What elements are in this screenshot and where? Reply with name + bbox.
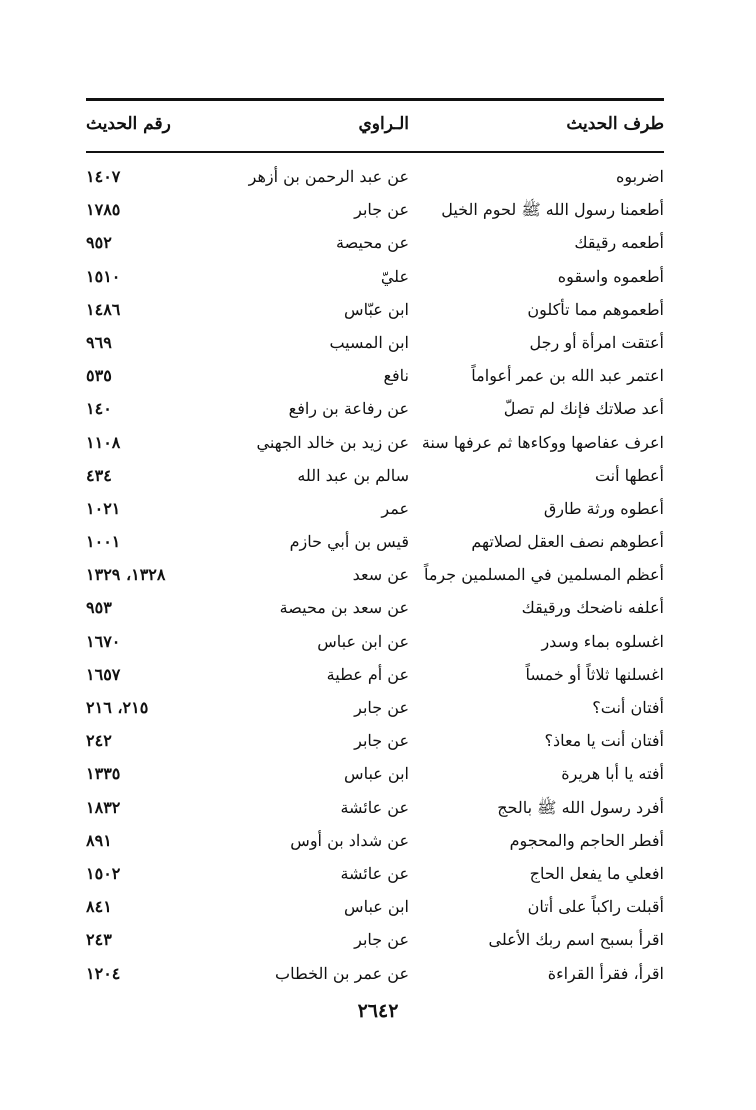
hadith-cell: أفرد رسول الله ﷺ بالحج <box>497 797 664 817</box>
number-cell: ٩٥٣ <box>86 598 112 618</box>
hadith-cell: اضربوه <box>616 167 664 186</box>
table-row <box>86 161 664 194</box>
table-row <box>86 858 664 891</box>
hadith-cell: أعظم المسلمين في المسلمين جرماً <box>423 565 664 585</box>
hadith-cell: أعتقت امرأة أو رجل <box>529 332 664 352</box>
table-row <box>86 460 664 493</box>
number-cell: ١٢٠٤ <box>86 963 121 983</box>
rawi-cell: قيس بن أبي حازم <box>289 532 409 552</box>
hadith-cell: اقرأ، فقرأ القراءة <box>547 963 664 983</box>
number-cell: ٨٩١ <box>86 830 112 850</box>
rawi-cell: عن جابر <box>354 698 409 717</box>
table-row <box>86 261 664 294</box>
number-cell: ١٦٧٠ <box>86 631 121 651</box>
hadith-cell: اغسلنها ثلاثاً أو خمساً <box>525 664 664 684</box>
table-row <box>86 626 664 659</box>
table-row <box>86 592 664 625</box>
hadith-cell: أطعموهم مما تأكلون <box>527 299 664 319</box>
rawi-cell: سالم بن عبد الله <box>297 465 409 485</box>
rawi-cell: عليّ <box>380 266 409 286</box>
hadith-cell: أعلفه ناضحك ورقيقك <box>521 598 664 618</box>
hadith-cell: أعد صلاتك فإنك لم تصلّ <box>503 399 664 419</box>
rawi-cell: عن عبد الرحمن بن أزهر <box>248 167 409 186</box>
table-row <box>86 360 664 393</box>
rawi-cell: نافع <box>383 366 409 386</box>
table-row <box>86 327 664 360</box>
number-cell: ١٠٠١ <box>86 532 121 552</box>
number-cell: ٨٤١ <box>86 897 112 917</box>
number-cell: ١٥٠٢ <box>86 863 121 883</box>
hadith-cell: أطعمه رقيقك <box>574 233 664 253</box>
table-row <box>86 194 664 227</box>
rawi-cell: عن عائشة <box>340 863 409 883</box>
rawi-cell: عن جابر <box>354 930 409 950</box>
rawi-cell: عن جابر <box>354 731 409 751</box>
rawi-cell: عن محيصة <box>336 233 409 253</box>
rawi-cell: عن زيد بن خالد الجهني <box>256 432 409 452</box>
table-row <box>86 692 664 725</box>
rawi-cell: ابن عباس <box>344 897 409 917</box>
number-cell: ٩٦٩ <box>86 332 112 352</box>
rawi-cell: عن رفاعة بن رافع <box>288 399 409 419</box>
rawi-cell: عن جابر <box>354 200 409 220</box>
hadith-cell: أفته يا أبا هريرة <box>561 764 664 784</box>
table-row <box>86 294 664 327</box>
table-row <box>86 393 664 426</box>
number-cell: ٩٥٢ <box>86 233 112 253</box>
hadith-cell: أعطوهم نصف العقل لصلاتهم <box>471 532 664 552</box>
number-cell: ١٨٣٢ <box>86 797 121 817</box>
number-cell: ١٠٢١ <box>86 498 121 518</box>
table-row <box>86 758 664 791</box>
table-row <box>86 725 664 758</box>
hadith-cell: أعطوه ورثة طارق <box>543 498 664 518</box>
table-row <box>86 559 664 592</box>
rawi-cell: عن عائشة <box>340 797 409 817</box>
hadith-cell: اعرف عفاصها ووكاءها ثم عرفها سنة <box>421 432 664 452</box>
hadith-cell: أفتان أنت يا معاذ؟ <box>544 731 664 751</box>
hadith-cell: أعطها أنت <box>594 465 664 485</box>
table-row <box>86 493 664 526</box>
rawi-cell: عن سعد <box>352 565 409 585</box>
index-rows <box>86 153 664 991</box>
table-row <box>86 659 664 692</box>
number-cell: ٤٣٤ <box>86 465 112 485</box>
number-cell: ١١٠٨ <box>86 432 121 452</box>
hadith-cell: أطعموه واسقوه <box>557 266 664 286</box>
table-row <box>86 526 664 559</box>
table-row <box>86 958 664 991</box>
hadith-cell: أقبلت راكباً على أتان <box>527 897 664 917</box>
table-row <box>86 825 664 858</box>
rawi-cell: عمر <box>381 498 409 518</box>
rawi-cell: عن شداد بن أوس <box>290 830 409 850</box>
number-cell: ٥٣٥ <box>86 366 112 386</box>
rawi-cell: عن ابن عباس <box>317 631 409 651</box>
number-cell: ١٣٣٥ <box>86 764 121 784</box>
hadith-cell: اعتمر عبد الله بن عمر أعواماً <box>471 366 664 386</box>
number-cell: ١٧٨٥ <box>86 200 121 220</box>
table-row <box>86 427 664 460</box>
number-cell: ١٤٠ <box>86 399 112 419</box>
number-cell: ١٣٢٨، ١٣٢٩ <box>86 565 166 585</box>
table-header <box>86 101 664 151</box>
table-row <box>86 792 664 825</box>
rawi-cell: عن أم عطية <box>326 664 409 684</box>
header-number: رقم الحديث <box>86 114 171 134</box>
table-row <box>86 924 664 957</box>
index-page <box>86 98 664 991</box>
number-cell: ٢٤٢ <box>86 731 112 751</box>
hadith-cell: أفتان أنت؟ <box>592 698 664 717</box>
hadith-cell: افعلي ما يفعل الحاج <box>529 863 664 883</box>
hadith-cell: أطعمنا رسول الله ﷺ لحوم الخيل <box>441 200 664 220</box>
number-cell: ١٤٠٧ <box>86 167 121 186</box>
hadith-cell: اقرأ بسبح اسم ربك الأعلى <box>488 930 664 950</box>
rawi-cell: ابن عباس <box>344 764 409 784</box>
number-cell: ١٥١٠ <box>86 266 121 286</box>
number-cell: ٢١٥، ٢١٦ <box>86 698 149 717</box>
rawi-cell: ابن المسيب <box>329 332 409 352</box>
number-cell: ١٦٥٧ <box>86 664 121 684</box>
table-row <box>86 891 664 924</box>
number-cell: ١٤٨٦ <box>86 299 121 319</box>
hadith-cell: أفطر الحاجم والمحجوم <box>509 830 664 850</box>
number-cell: ٢٤٣ <box>86 930 112 950</box>
rawi-cell: عن سعد بن محيصة <box>279 598 409 618</box>
rawi-cell: ابن عبّاس <box>344 299 409 319</box>
header-hadith: طرف الحديث <box>566 114 664 134</box>
header-rawi: الـراوي <box>358 114 409 134</box>
rawi-cell: عن عمر بن الخطاب <box>275 963 409 983</box>
table-row <box>86 227 664 260</box>
page-number: ٢٦٤٢ <box>357 1000 399 1022</box>
hadith-cell: اغسلوه بماء وسدر <box>541 631 664 651</box>
